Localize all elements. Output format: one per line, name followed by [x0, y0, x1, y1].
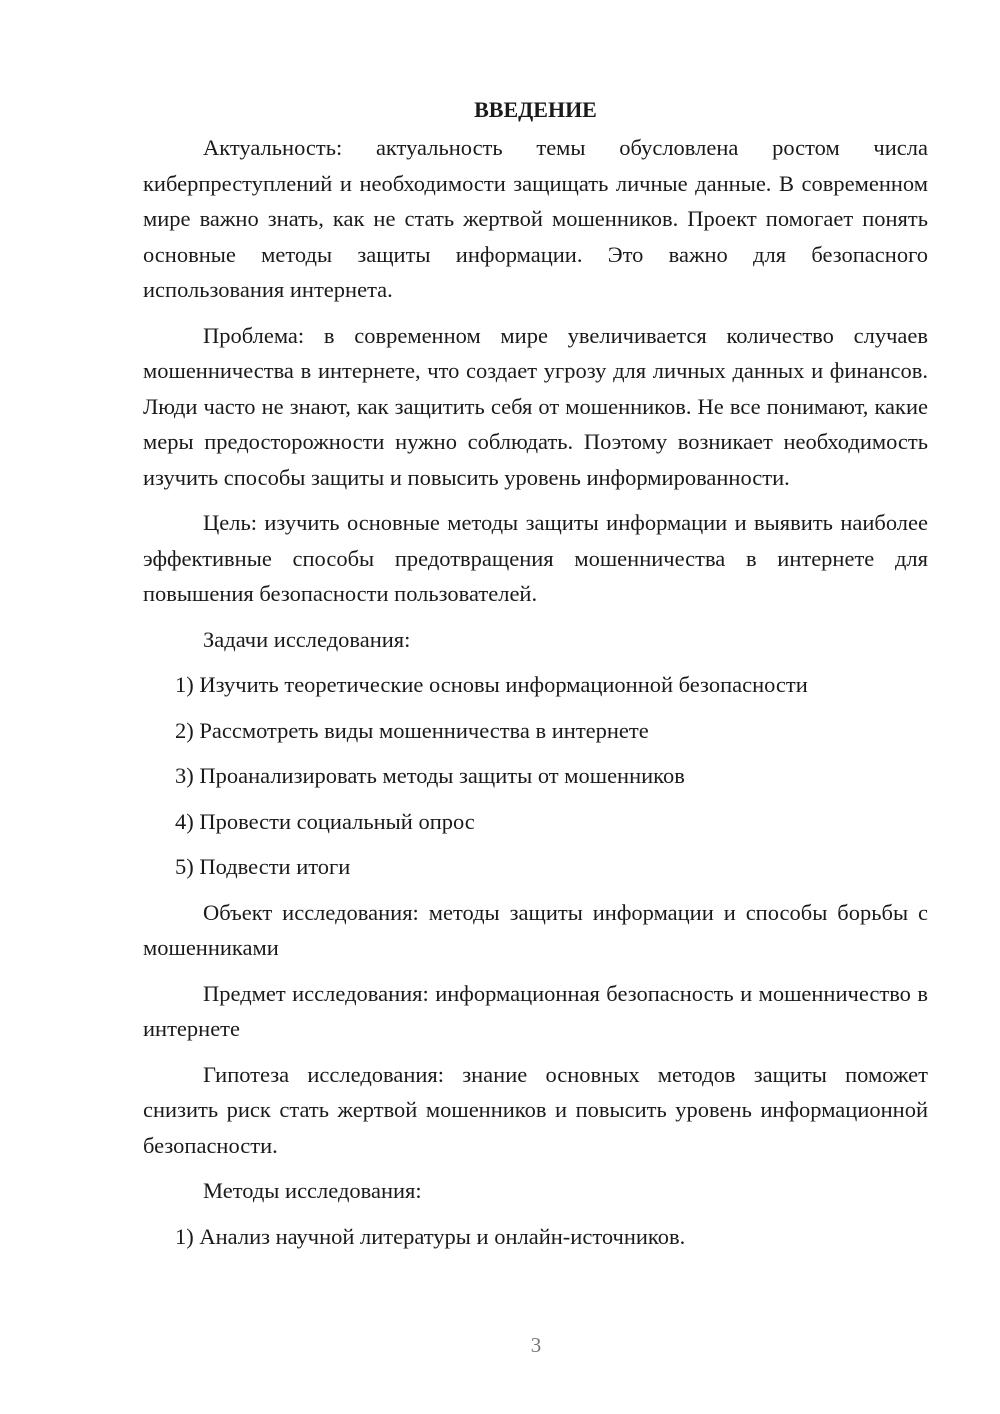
relevance-paragraph: Актуальность: актуальность темы обусловлена ростом числа киберпреступлений и необходимости защищать личные данные. В современном мире важно знать, как не стать жертвой мошенников. Проект помогает понять основные методы защиты информации. Это важно для безопасного использования интернета. — [143, 135, 928, 302]
goal-paragraph: Цель: изучить основные методы защиты информации и выявить наиболее эффективные способы предотвращения мошенничества в интернете для повышения безопасности пользователей. — [143, 510, 928, 606]
document-page — [143, 92, 928, 1264]
method-item-1: 1) Анализ научной литературы и онлайн-источников. — [175, 1223, 686, 1249]
tasks-heading: Задачи исследования: — [203, 626, 411, 652]
task-item-4: 4) Провести социальный опрос — [175, 808, 475, 834]
task-item-1: 1) Изучить теоретические основы информационной безопасности — [175, 672, 808, 697]
task-item-2: 2) Рассмотреть виды мошенничества в интернете — [175, 717, 649, 743]
task-item-5: 5) Подвести итоги — [175, 854, 351, 879]
problem-paragraph: Проблема: в современном мире увеличивается количество случаев мошенничества в интернете, что создает угрозу для личных данных и финансов. Люди часто не знают, как защитить себя от мошенников. Не все понимают, какие меры предосторожности нужно соблюдать. Поэтому возникает необходимость изучить способы защиты и повысить уровень информированности. — [143, 322, 928, 490]
methods-heading: Методы исследования: — [203, 1178, 422, 1203]
subject-paragraph: Предмет исследования: информационная безопасность и мошенничество в интернете — [143, 980, 928, 1041]
object-paragraph: Объект исследования: методы защиты информации и способы борьбы с мошенниками — [143, 899, 928, 960]
page-number: 3 — [530, 1333, 542, 1357]
hypothesis-paragraph: Гипотеза исследования: знание основных методов защиты поможет снизить риск стать жертвой мошенников и повысить уровень информационной безопасности. — [143, 1061, 928, 1158]
page-title: ВВЕДЕНИЕ — [474, 97, 597, 122]
task-item-3: 3) Проанализировать методы защиты от мошенников — [175, 763, 685, 788]
